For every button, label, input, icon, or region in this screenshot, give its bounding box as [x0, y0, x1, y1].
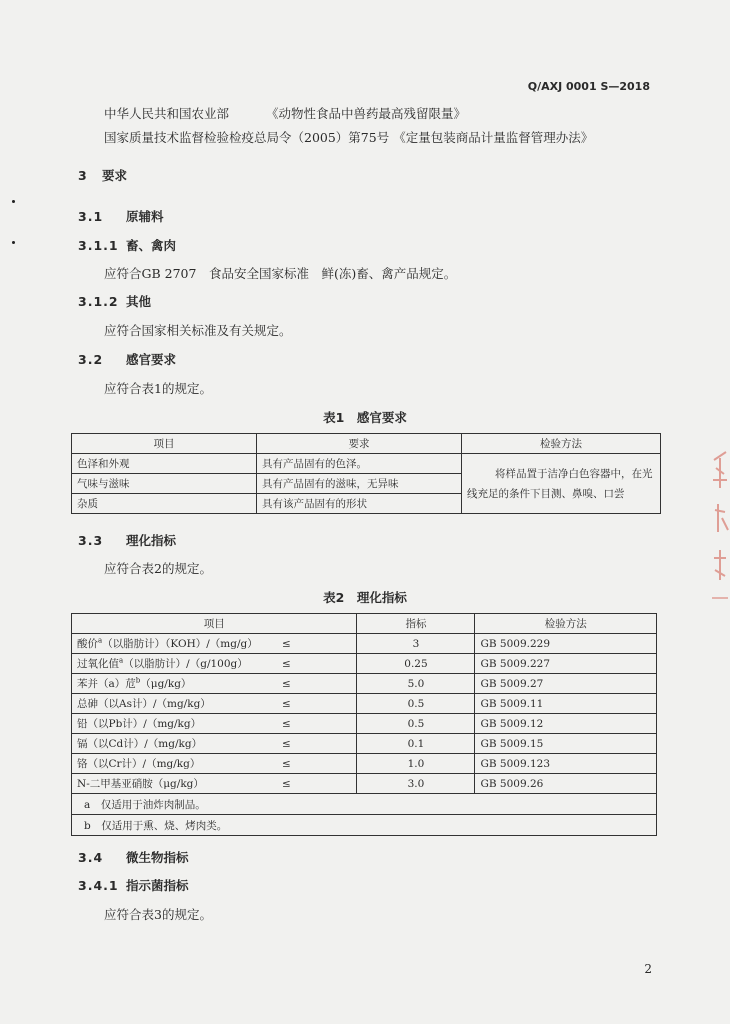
table-cell: 杂质 [72, 494, 257, 514]
table-cell-method: GB 5009.123 [475, 754, 657, 774]
paragraph: 应符合表3的规定。 [104, 907, 212, 922]
table-row [72, 754, 657, 774]
reference-title: 《定量包装商品计量监督管理办法》 [393, 130, 594, 145]
margin-dot [12, 241, 15, 244]
table-cell-operator: ≤ [277, 714, 357, 734]
table-cell-operator: ≤ [277, 734, 357, 754]
table-cell-value: 3 [357, 634, 475, 654]
table-note: b 仅适用于熏、烧、烤肉类。 [72, 815, 657, 836]
table-cell: 具有产品固有的色泽。 [257, 454, 462, 474]
table-header-cell: 检验方法 [462, 434, 661, 454]
page-number: 2 [644, 962, 652, 976]
table-cell: 气味与滋味 [72, 474, 257, 494]
margin-dot [12, 200, 15, 203]
table-cell-value: 1.0 [357, 754, 475, 774]
red-seal-stamp [710, 440, 730, 617]
table-note: a 仅适用于油炸肉制品。 [72, 794, 657, 815]
section-heading: 3.1.1 畜、禽肉 [78, 238, 177, 253]
table-cell-operator: ≤ [277, 674, 357, 694]
table-cell-value: 5.0 [357, 674, 475, 694]
physicochemical-table [71, 613, 657, 836]
table-header-cell: 检验方法 [475, 614, 657, 634]
table-cell-value: 0.5 [357, 714, 475, 734]
table1-caption: 表1 感官要求 [323, 410, 407, 425]
table-cell-item: N-二甲基亚硝胺（μg/kg） [72, 774, 278, 794]
table-cell-method: GB 5009.229 [475, 634, 657, 654]
table-note-row [72, 815, 657, 836]
table-cell-operator: ≤ [277, 774, 357, 794]
reference-line-1 [104, 104, 466, 122]
table-row [72, 734, 657, 754]
sensory-requirements-table [71, 433, 661, 514]
table-cell-item: 过氧化值$^a$（以脂肪计）/（g/100g） [72, 654, 278, 674]
section-heading: 3.1.2 其他 [78, 294, 152, 309]
table-row [72, 714, 657, 734]
table-note-row [72, 794, 657, 815]
table-cell-method: GB 5009.12 [475, 714, 657, 734]
table-cell-method: GB 5009.227 [475, 654, 657, 674]
section-heading: 3 要求 [78, 168, 128, 183]
section-heading: 3.4.1 指示菌指标 [78, 878, 189, 893]
table-cell: 色泽和外观 [72, 454, 257, 474]
reference-org: 国家质量技术监督检验检疫总局令（2005）第75号 [104, 130, 390, 145]
table-row [72, 654, 657, 674]
table-row [72, 634, 657, 654]
table-cell-operator: ≤ [277, 634, 357, 654]
table-row [72, 454, 661, 474]
table-row [72, 674, 657, 694]
table-cell: 具有该产品固有的形状 [257, 494, 462, 514]
table-cell-value: 0.25 [357, 654, 475, 674]
table-cell-method: 将样品置于洁净白色容器中，在光线充足的条件下目测、鼻嗅、口尝 [462, 454, 661, 514]
table-cell-item: 酸价$^a$（以脂肪计）（KOH）/（mg/g） [72, 634, 278, 654]
table-cell-value: 3.0 [357, 774, 475, 794]
table-cell-operator: ≤ [277, 654, 357, 674]
table-cell-item: 苯并（a）苊$^b$（μg/kg） [72, 674, 278, 694]
table-header-row [72, 614, 657, 634]
section-heading: 3.4 微生物指标 [78, 850, 189, 865]
table-header-cell: 项目 [72, 434, 257, 454]
seal-fragment-icon [710, 440, 730, 600]
table-cell-method: GB 5009.27 [475, 674, 657, 694]
table-cell-item: 镉（以Cd计）/（mg/kg） [72, 734, 278, 754]
document-number: Q/AXJ 0001 S—2018 [527, 80, 650, 93]
table-cell-value: 0.5 [357, 694, 475, 714]
table-header-cell: 指标 [357, 614, 475, 634]
table-row [72, 774, 657, 794]
table-cell-method: GB 5009.15 [475, 734, 657, 754]
reference-title: 《动物性食品中兽药最高残留限量》 [266, 106, 467, 121]
table-cell-method: GB 5009.11 [475, 694, 657, 714]
table-cell-operator: ≤ [277, 754, 357, 774]
paragraph: 应符合国家相关标准及有关规定。 [104, 323, 292, 338]
section-heading: 3.2 感官要求 [78, 352, 177, 367]
paragraph: 应符合表1的规定。 [104, 381, 212, 396]
table-cell-method: GB 5009.26 [475, 774, 657, 794]
table-cell-item: 铬（以Cr计）/（mg/kg） [72, 754, 278, 774]
table-cell: 具有产品固有的滋味，无异味 [257, 474, 462, 494]
paragraph: 应符合表2的规定。 [104, 561, 212, 576]
table-header-cell: 项目 [72, 614, 357, 634]
table-cell-operator: ≤ [277, 694, 357, 714]
paragraph: 应符合GB 2707 食品安全国家标准 鲜(冻)畜、禽产品规定。 [104, 266, 457, 281]
table-header-row [72, 434, 661, 454]
table-cell-item: 铅（以Pb计）/（mg/kg） [72, 714, 278, 734]
table-cell-value: 0.1 [357, 734, 475, 754]
table-row [72, 694, 657, 714]
reference-org: 中华人民共和国农业部 [104, 106, 230, 121]
section-heading: 3.1 原辅料 [78, 209, 164, 224]
table-cell-item: 总砷（以As计）/（mg/kg） [72, 694, 278, 714]
table2-caption: 表2 理化指标 [323, 590, 407, 605]
reference-line-2 [104, 128, 593, 146]
section-heading: 3.3 理化指标 [78, 533, 177, 548]
table-header-cell: 要求 [257, 434, 462, 454]
